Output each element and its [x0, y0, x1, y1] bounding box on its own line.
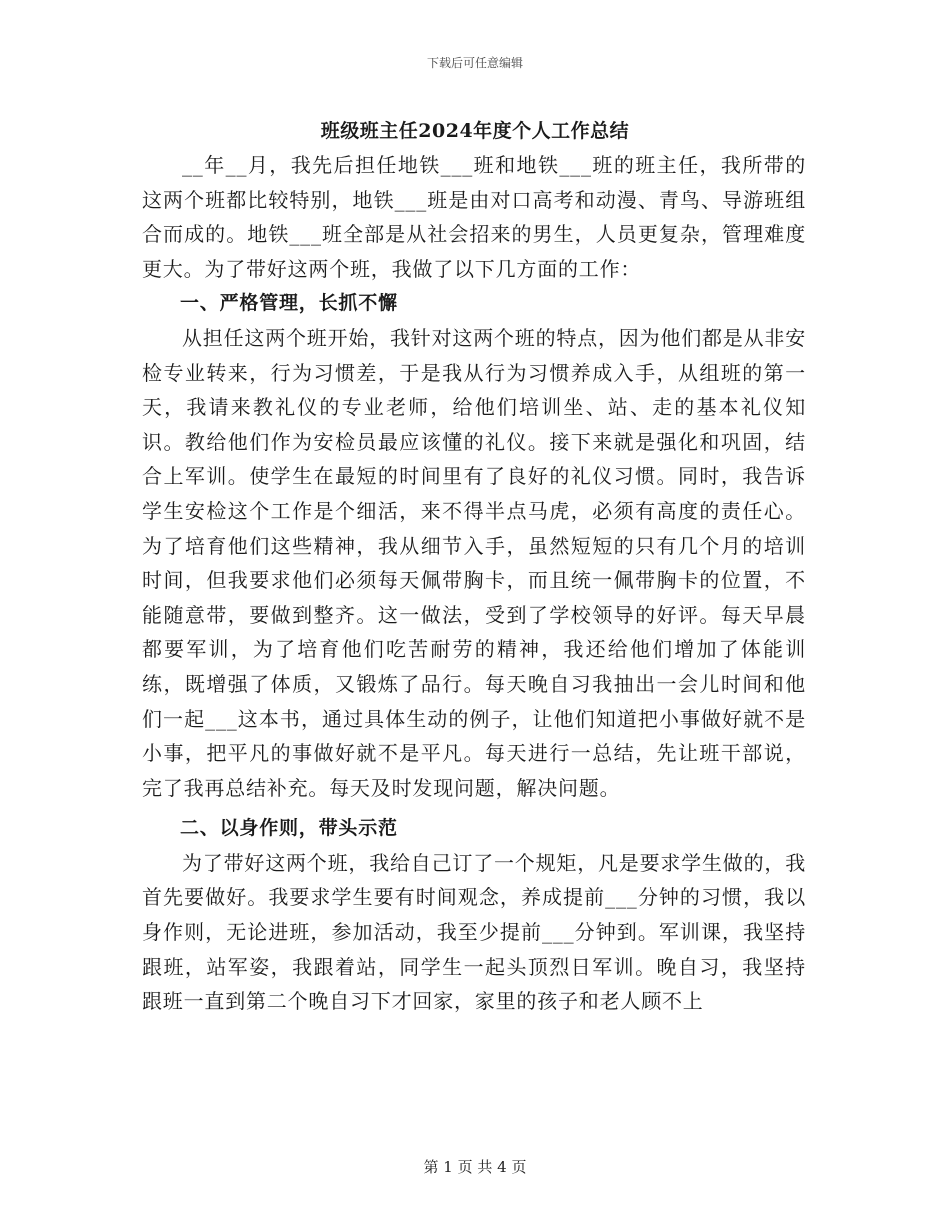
document-body [142, 148, 806, 1019]
document-title: 班级班主任2024年度个人工作总结 [320, 120, 630, 142]
section-paragraph-1: 从担任这两个班开始，我针对这两个班的特点，因为他们都是从非安检专业转来，行为习惯差，于是我从行为习惯养成入手，从组班的第一天，我请来教礼仪的专业老师，给他们培训坐、站、走的基本礼仪知识。教给他们作为安检员最应该懂的礼仪。接下来就是强化和巩固，结合上军训。使学生在最短的时间里有了良好的礼仪习惯。同时，我告诉学生安检这个工作是个细活，来不得半点马虎，必须有高度的责任心。为了培育他们这些精神，我从细节入手，虽然短短的只有几个月的培训时间，但我要求他们必须每天佩带胸卡，而且统一佩带胸卡的位置，不能随意带，要做到整齐。这一做法，受到了学校领导的好评。每天早晨都要军训，为了培育他们吃苦耐劳的精神，我还给他们增加了体能训练，既增强了体质，又锻炼了品行。每天晚自习我抽出一会儿时间和他们一起___这本书，通过具体生动的例子，让他们知道把小事做好就不是小事，把平凡的事做好就不是平凡。每天进行一总结，先让班干部说，完了我再总结补充。每天及时发现问题，解决问题。 [142, 325, 806, 800]
section-paragraph-2: 为了带好这两个班，我给自己订了一个规矩，凡是要求学生做的，我首先要做好。我要求学生要有时间观念，养成提前___分钟的习惯，我以身作则，无论进班，参加活动，我至少提前___分钟到。军训课，我坚持跟班，站军姿，我跟着站，同学生一起头顶烈日军训。晚自习，我坚持跟班一直到第二个晚自习下才回家，家里的孩子和老人顾不上 [142, 850, 806, 1014]
page-footer: 第 1 页 共 4 页 [423, 1158, 527, 1176]
header-note: 下载后可任意编辑 [426, 56, 523, 70]
intro-paragraph: __年__月，我先后担任地铁___班和地铁___班的班主任，我所带的这两个班都比较特别，地铁___班是由对口高考和动漫、青鸟、导游班组合而成的。地铁___班全部是从社会招来的男生，人员更复杂，管理难度更大。为了带好这两个班，我做了以下几方面的工作： [142, 153, 806, 281]
section-heading-1: 一、严格管理，长抓不懈 [180, 292, 398, 315]
section-heading-2: 二、以身作则，带头示范 [180, 817, 398, 840]
